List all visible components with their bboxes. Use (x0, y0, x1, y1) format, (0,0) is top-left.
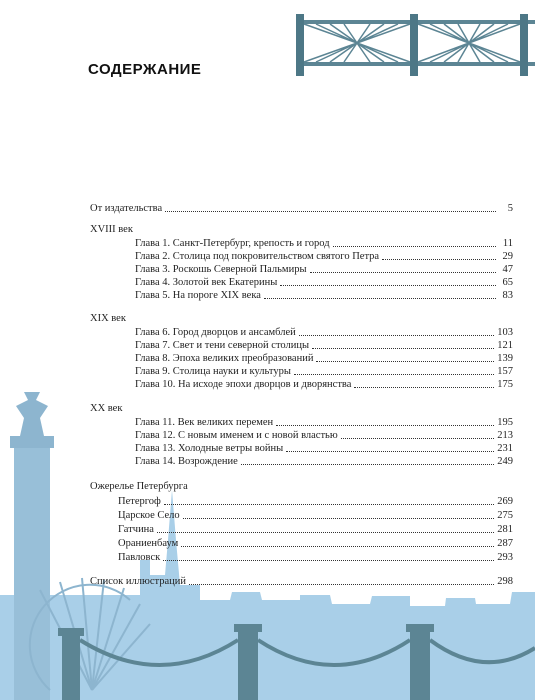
toc-entry-page: 231 (497, 443, 513, 454)
toc-entry-title: Глава 9. Столица науки и культуры (135, 366, 291, 377)
dot-leader (280, 285, 496, 286)
toc-entry-page: 157 (497, 366, 513, 377)
toc-entry-page: 103 (497, 327, 513, 338)
dot-leader (276, 425, 494, 426)
toc-entry-page: 65 (502, 277, 513, 288)
toc-entry-chapter-10[interactable] (135, 377, 513, 391)
toc-entry-chapter-14[interactable] (135, 454, 513, 468)
toc-entry-title: Глава 5. На пороге XIX века (135, 290, 261, 301)
toc-entry-title: Глава 12. С новым именем и с новой властью (135, 430, 338, 441)
dot-leader (181, 546, 494, 547)
toc-entry-chapter-7[interactable] (135, 338, 513, 352)
dot-leader (164, 504, 494, 505)
dot-leader (286, 451, 494, 452)
toc-entry-page: 83 (502, 290, 513, 301)
dot-leader (165, 211, 496, 212)
toc-entry-title: Глава 4. Золотой век Екатерины (135, 277, 278, 288)
toc-section-heading: XIX век (90, 313, 126, 324)
dot-leader (341, 438, 495, 439)
toc-entry-chapter-4[interactable] (135, 275, 513, 289)
toc-entry-page: 249 (497, 456, 513, 467)
toc-entry-chapter-12[interactable] (135, 428, 513, 442)
toc-entry-title: Ораниенбаум (118, 538, 179, 549)
toc-entry-title: Глава 2. Столица под покровительством святого Петра (135, 251, 380, 262)
dot-leader (333, 246, 496, 247)
toc-entry-chapter-11[interactable] (135, 415, 513, 429)
toc-entry-title: От издательства (90, 203, 163, 214)
dot-leader (241, 464, 494, 465)
toc-entry-chapter-5[interactable] (135, 288, 513, 302)
dot-leader (312, 348, 494, 349)
toc-entry-title: Глава 1. Санкт-Петербург, крепость и город (135, 238, 330, 249)
toc-entry-page: 47 (502, 264, 513, 275)
dot-leader (310, 272, 497, 273)
toc-section-heading: XVIII век (90, 224, 133, 235)
toc-entry-chapter-9[interactable] (135, 364, 513, 378)
dot-leader (299, 335, 495, 336)
toc-entry-page: 298 (497, 576, 513, 587)
toc-entry-page: 175 (497, 379, 513, 390)
toc-entry-tsarskoye-selo[interactable] (118, 508, 513, 522)
toc-entry-title: Глава 3. Роскошь Северной Пальмиры (135, 264, 307, 275)
toc-entry-chapter-8[interactable] (135, 351, 513, 365)
dot-leader (189, 584, 494, 585)
toc-entry-chapter-13[interactable] (135, 441, 513, 455)
toc-entry-chapter-1[interactable] (135, 236, 513, 250)
toc-entry-title: Петергоф (118, 496, 161, 507)
toc-entry-page: 213 (497, 430, 513, 441)
toc-entry-illustrations[interactable] (90, 574, 513, 588)
toc-entry-peterhof[interactable] (118, 494, 513, 508)
toc-entry-page: 287 (497, 538, 513, 549)
toc-entry-page: 269 (497, 496, 513, 507)
toc-entry-page: 139 (497, 353, 513, 364)
toc-entry-title: Глава 8. Эпоха великих преобразований (135, 353, 314, 364)
dot-leader (294, 374, 494, 375)
toc-entry-title: Глава 6. Город дворцов и ансамблей (135, 327, 296, 338)
toc-entry-pavlovsk[interactable] (118, 550, 513, 564)
toc-entry-intro[interactable] (90, 201, 513, 215)
toc-entry-title: Список иллюстраций (90, 576, 186, 587)
toc-entry-page: 293 (497, 552, 513, 563)
toc-entry-page: 275 (497, 510, 513, 521)
toc-entry-title: Глава 7. Свет и тени северной столицы (135, 340, 310, 351)
toc-entry-chapter-2[interactable] (135, 249, 513, 263)
toc-entry-chapter-6[interactable] (135, 325, 513, 339)
dot-leader (183, 518, 495, 519)
dot-leader (354, 387, 494, 388)
toc-section-heading: Ожерелье Петербурга (90, 481, 188, 492)
dot-leader (382, 259, 496, 260)
toc-entry-title: Глава 11. Век великих перемен (135, 417, 274, 428)
toc-entry-page: 121 (497, 340, 513, 351)
toc-entry-page: 11 (502, 238, 513, 249)
toc-entry-title: Глава 14. Возрождение (135, 456, 238, 467)
dot-leader (316, 361, 494, 362)
toc-entry-title: Царское Село (118, 510, 180, 521)
toc-entry-page: 5 (507, 203, 513, 214)
toc-entry-page: 29 (502, 251, 513, 262)
toc-entry-page: 281 (497, 524, 513, 535)
toc-entry-title: Глава 13. Холодные ветры войны (135, 443, 284, 454)
toc-entry-gatchina[interactable] (118, 522, 513, 536)
toc-entry-oranienbaum[interactable] (118, 536, 513, 550)
toc-entry-page: 195 (497, 417, 513, 428)
dot-leader (163, 560, 494, 561)
toc-entry-title: Павловск (118, 552, 161, 563)
toc-entry-title: Глава 10. На исходе эпохи дворцов и дворянства (135, 379, 352, 390)
toc-entry-title: Гатчина (118, 524, 154, 535)
page-title: СОДЕРЖАНИЕ (88, 61, 202, 78)
dot-leader (157, 532, 494, 533)
toc-section-heading: XX век (90, 403, 123, 414)
toc-entry-chapter-3[interactable] (135, 262, 513, 276)
dot-leader (264, 298, 496, 299)
